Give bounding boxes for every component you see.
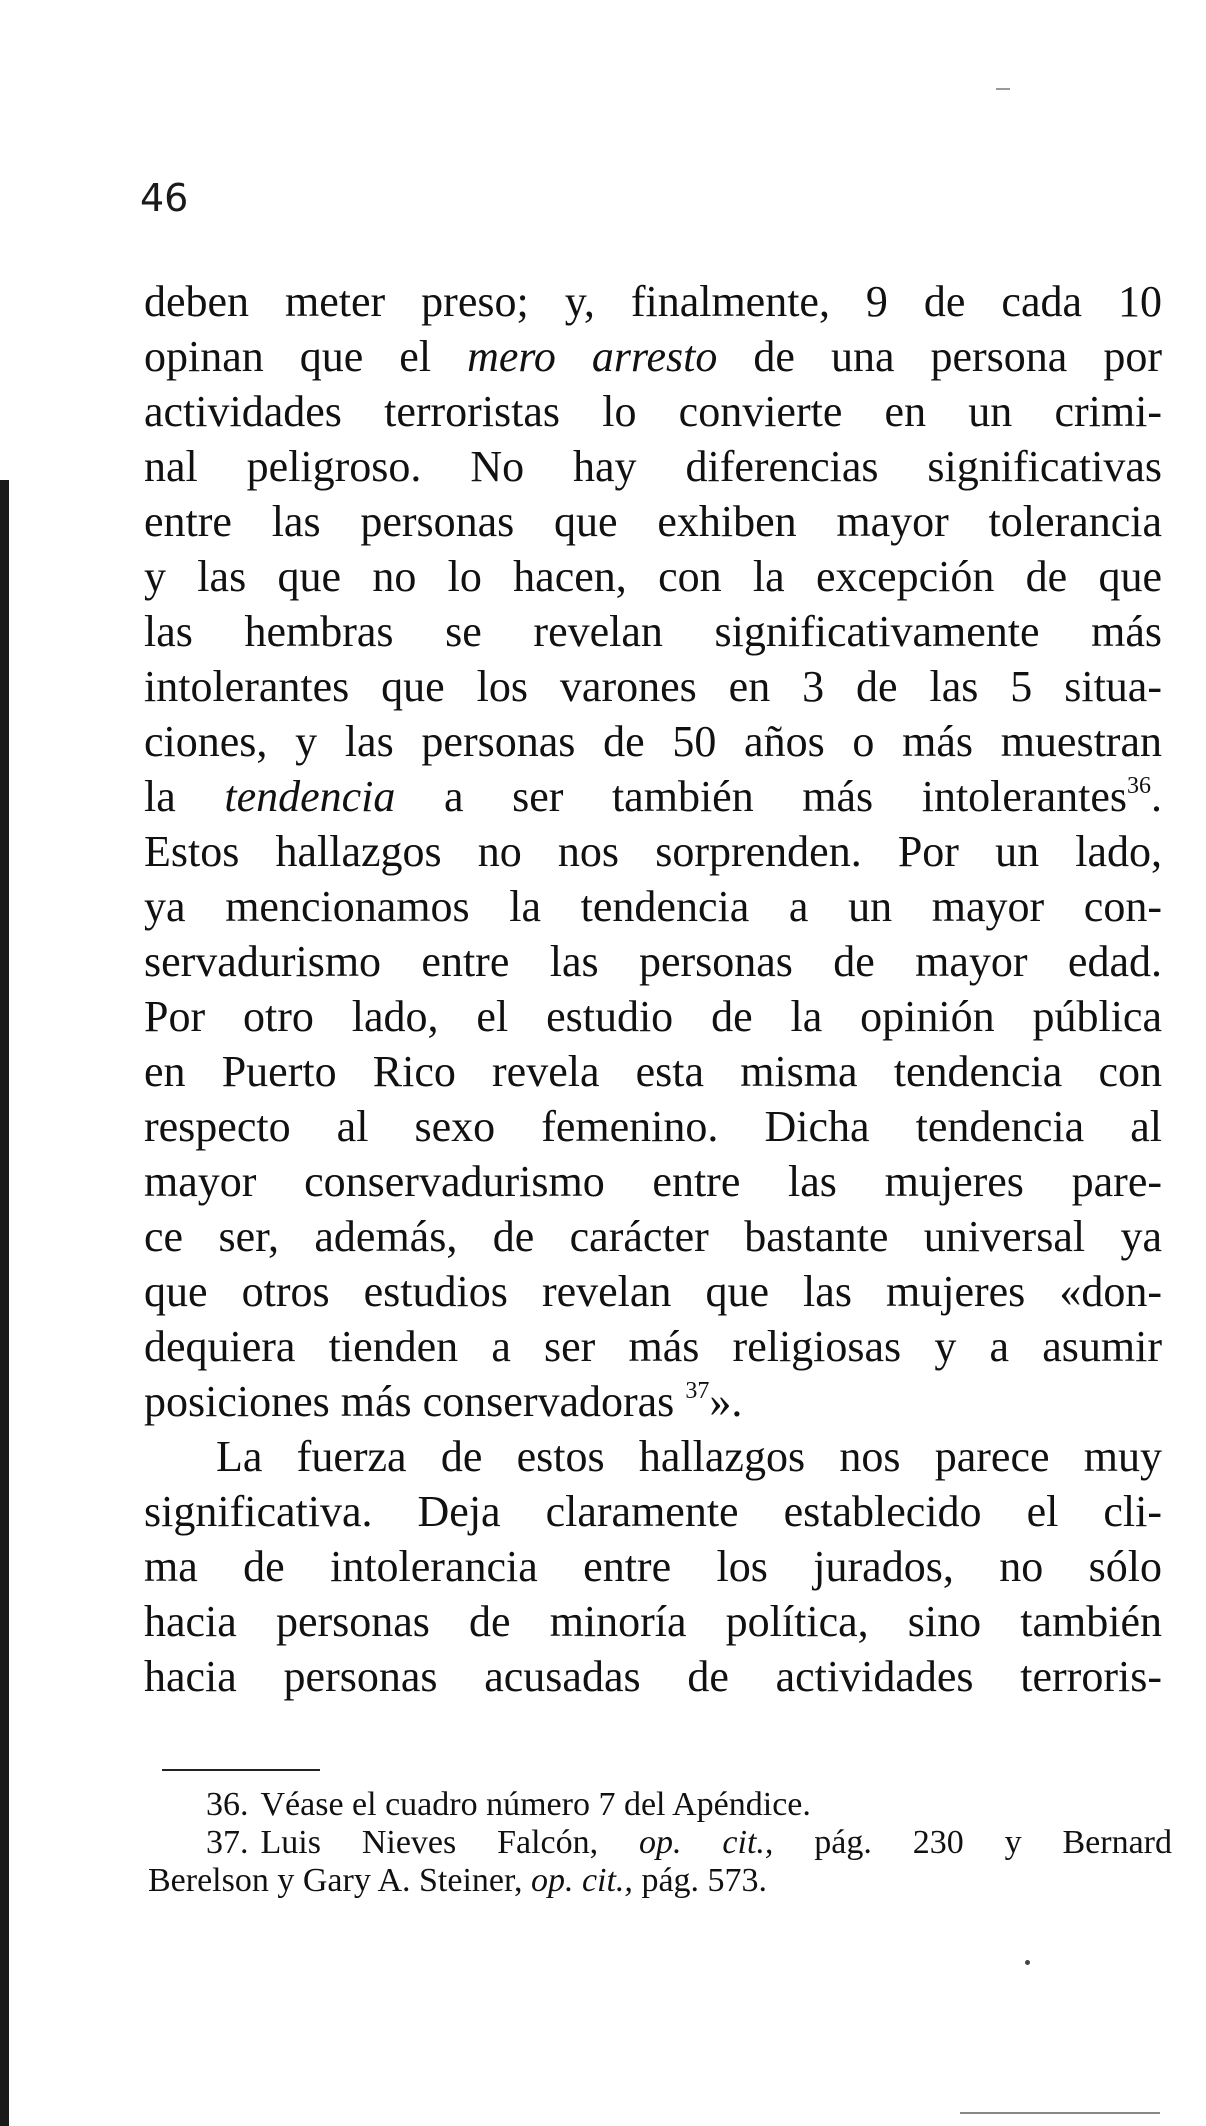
scan-speck: [1025, 1960, 1030, 1965]
emphasis: op. cit.,: [530, 1862, 633, 1899]
footnote-number: 37.: [206, 1824, 249, 1861]
page-number: 46: [140, 176, 189, 220]
footnote-37-continued: Berelson y Gary A. Steiner, op. cit., pág. 573.: [148, 1862, 768, 1899]
body-line: hacia personas acusadas de actividades terroris-: [144, 1652, 1162, 1701]
body-line: la tendencia a ser también más intolerantes$^{36}$.: [144, 772, 1162, 821]
scan-speck: [960, 2112, 1160, 2114]
emphasis: mero arresto: [467, 332, 718, 381]
body-line: servadurismo entre las personas de mayor edad.: [144, 937, 1162, 986]
body-line: deben meter preso; y, finalmente, 9 de cada 10: [144, 277, 1162, 326]
scan-speck: [996, 88, 1010, 90]
body-line: ya mencionamos la tendencia a un mayor con-: [144, 882, 1162, 931]
body-line: ciones, y las personas de 50 años o más muestran: [144, 717, 1162, 766]
body-line: nal peligroso. No hay diferencias significativas: [144, 442, 1162, 491]
footnote-separator: [162, 1769, 320, 1771]
body-line: intolerantes que los varones en 3 de las 5 situa-: [144, 662, 1162, 711]
footnote-ref: 37: [685, 1378, 710, 1404]
body-line: significativa. Deja claramente establecido el cli-: [144, 1487, 1162, 1536]
body-line: actividades terroristas lo convierte en un crimi-: [144, 387, 1162, 436]
footnotes: [148, 1786, 1172, 1900]
body-line: y las que no lo hacen, con la excepción de que: [144, 552, 1162, 601]
body-line: entre las personas que exhiben mayor tolerancia: [144, 497, 1162, 546]
body-line: hacia personas de minoría política, sino también: [144, 1597, 1162, 1646]
body-text: [144, 274, 1162, 1704]
footnote-number: 36.: [206, 1786, 249, 1823]
footnote-text: Véase el cuadro número 7 del Apéndice.: [260, 1786, 811, 1823]
emphasis: tendencia: [224, 772, 396, 821]
body-line: Estos hallazgos no nos sorprenden. Por un lado,: [144, 827, 1162, 876]
body-line: en Puerto Rico revela esta misma tendencia con: [144, 1047, 1162, 1096]
body-line: mayor conservadurismo entre las mujeres pare-: [144, 1157, 1162, 1206]
body-line: Por otro lado, el estudio de la opinión pública: [144, 992, 1162, 1041]
body-line: ma de intolerancia entre los jurados, no sólo: [144, 1542, 1162, 1591]
body-line: dequiera tienden a ser más religiosas y a asumir: [144, 1322, 1162, 1371]
body-line: opinan que el mero arresto de una persona por: [144, 332, 1162, 381]
body-line: ce ser, además, de carácter bastante universal ya: [144, 1212, 1162, 1261]
footnote-ref: 36: [1127, 773, 1151, 799]
footnote-36: [148, 1786, 1172, 1824]
emphasis: op. cit.,: [639, 1824, 774, 1861]
body-line: posiciones más conservadoras $^{37}$».: [144, 1377, 743, 1426]
body-line: respecto al sexo femenino. Dicha tendencia al: [144, 1102, 1162, 1151]
page-binding-edge: [0, 480, 9, 2126]
paragraph-start-line: La fuerza de estos hallazgos nos parece muy: [216, 1432, 1162, 1481]
footnote-37: 37. Luis Nieves Falcón, op. cit., pág. 230 y Bernard: [206, 1824, 1172, 1861]
body-line: que otros estudios revelan que las mujeres «don-: [144, 1267, 1162, 1316]
body-line: las hembras se revelan significativamente más: [144, 607, 1162, 656]
